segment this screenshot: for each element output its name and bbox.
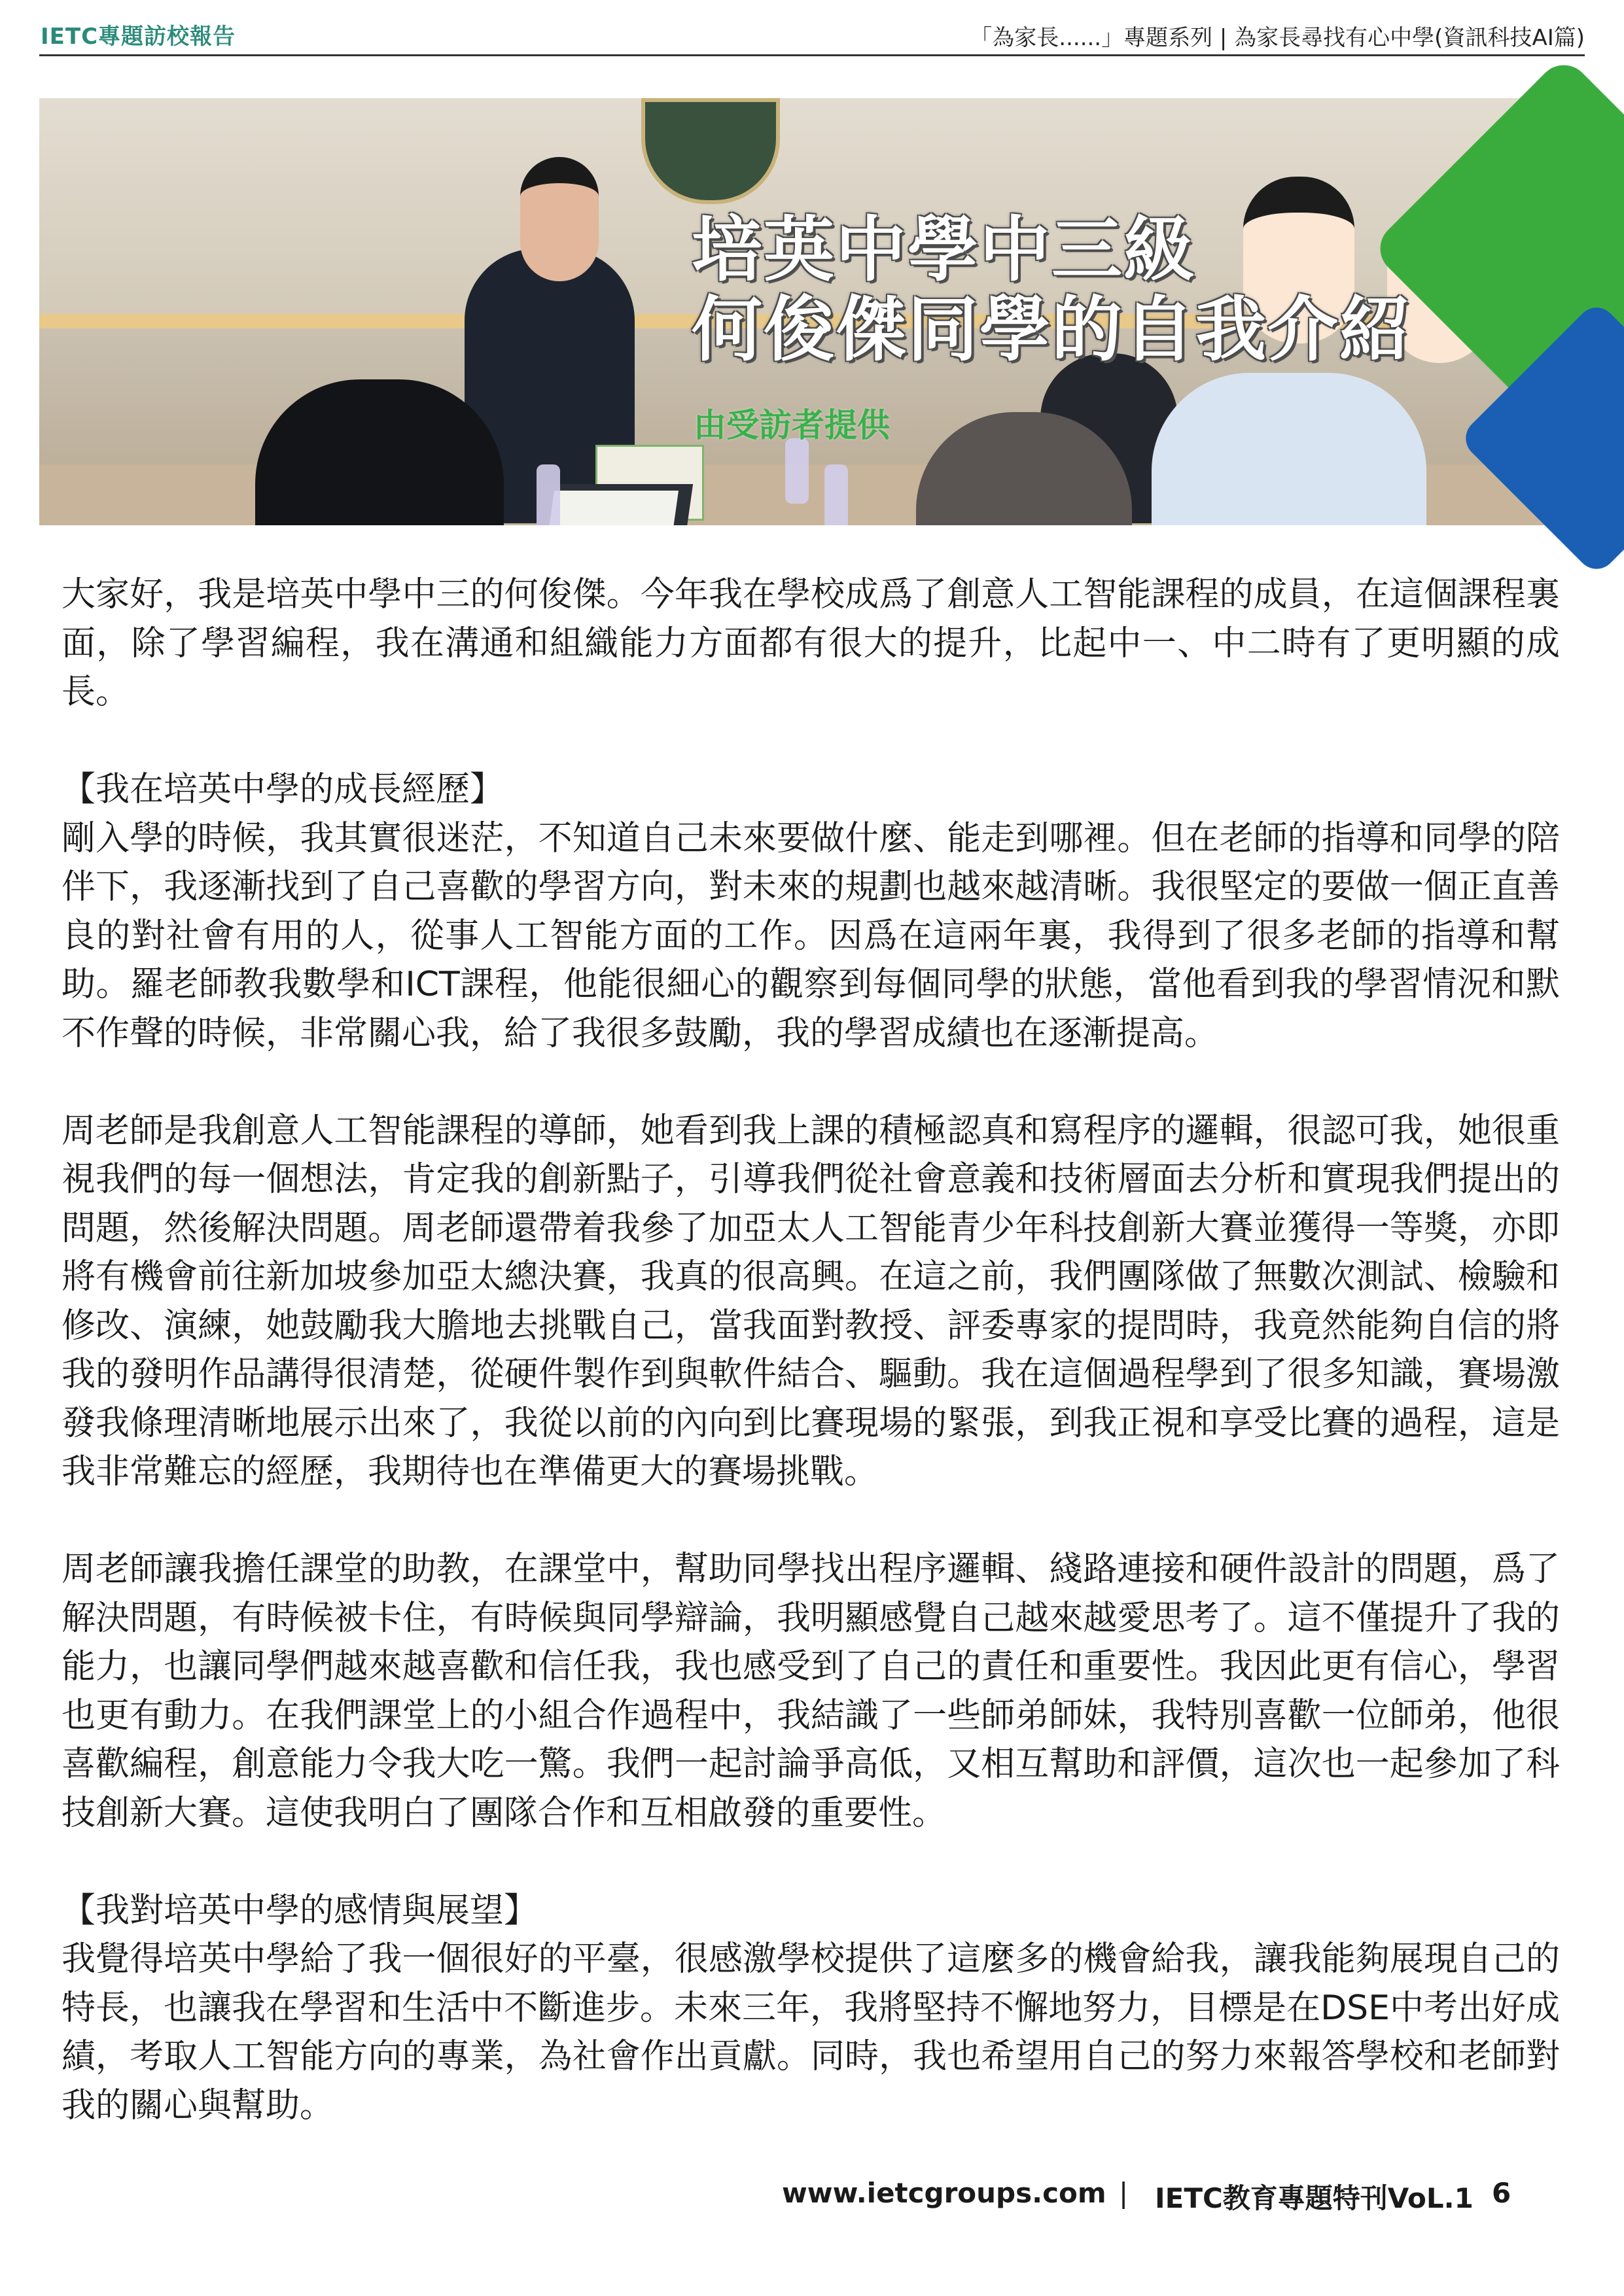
footer-separator: | [1119,2177,1129,2209]
photo-water-bottle [537,464,560,525]
intro-paragraph: 大家好，我是培英中學中三的何俊傑。今年我在學校成爲了創意人工智能課程的成員，在這個課程裏面，除了學習編程，我在溝通和組織能力方面都有很大的提升，比起中一、中二時有了更明顯的成長。 [62,575,1560,712]
photo-student-head [520,157,599,281]
section-heading-growth: 【我在培英中學的成長經歷】 [62,770,504,809]
photo-laptop-screen [545,491,679,525]
photo-credit: 由受訪者提供 [694,406,890,444]
header-publication-label: IETC專題訪校報告 [41,24,236,50]
footer-magazine-title: IETC教育專題特刊VoL.1 [1155,2182,1474,2214]
header-divider [39,54,1585,56]
outlook-paragraph: 我覺得培英中學給了我一個很好的平臺，很感激學校提供了這麼多的機會給我，讓我能夠展現自己的特長，也讓我在學習和生活中不斷進步。未來三年，我將堅持不懈地努力，目標是在DSE中考出好成績，考取人工智能方向的專業，為社會作出貢獻。同時，我也希望用自己的努力來報答學校和老師對我的關心與幫助。 [62,1939,1560,2125]
article-body [62,570,1560,2130]
photo-audience-member [1152,373,1426,525]
growth-paragraph-3: 周老師讓我擔任課堂的助教，在課堂中，幫助同學找出程序邏輯、綫路連接和硬件設計的問題，爲了解決問題，有時候被卡住，有時候與同學辯論，我明顯感覺自己越來越愛思考了。這不僅提升了我的能力，也讓同學們越來越喜歡和信任我，我也感受到了自己的責任和重要性。我因此更有信心，學習也更有動力。在我們課堂上的小組合作過程中，我結識了一些師弟師妹，我特別喜歡一位師弟，他很喜歡編程，創意能力令我大吃一驚。我們一起討論爭高低，又相互幫助和評價，這次也一起參加了科技創新大賽。這使我明白了團隊合作和互相啟發的重要性。 [62,1550,1560,1833]
growth-paragraph-1: 剛入學的時候，我其實很迷茫，不知道自己未來要做什麼、能走到哪裡。但在老師的指導和同學的陪伴下，我逐漸找到了自己喜歡的學習方向，對未來的規劃也越來越清晰。我很堅定的要做一個正直善良的對社會有用的人，從事人工智能方面的工作。因爲在這兩年裏，我得到了很多老師的指導和幫助。羅老師教我數學和ICT課程，他能很細心的觀察到每個同學的狀態，當他看到我的學習情況和默不作聲的時候，非常關心我，給了我很多鼓勵，我的學習成績也在逐漸提高。 [62,818,1560,1053]
photo-water-bottle [785,438,809,504]
hero-title-line1: 培英中學中三級 [692,209,1196,291]
header-series-label: 「為家長......」專題系列 | 為家長尋找有心中學(資訊科技AI篇) [970,25,1585,51]
hero-title [692,211,1411,370]
section-heading-outlook: 【我對培英中學的感情與展望】 [62,1890,538,1930]
footer-website-link[interactable]: www.ietcgroups.com [782,2177,1106,2209]
growth-paragraph-2: 周老師是我創意人工智能課程的導師，她看到我上課的積極認真和寫程序的邏輯，很認可我，她很重視我們的每一個想法，肯定我的創新點子，引導我們從社會意義和技術層面去分析和實現我們提出的問題，然後解決問題。周老師還帶着我參了加亞太人工智能青少年科技創新大賽並獲得一等獎，亦即將有機會前往新加坡參加亞太總決賽，我真的很高興。在這之前，我們團隊做了無數次測試、檢驗和修改、演練，她鼓勵我大膽地去挑戰自己，當我面對教授、評委專家的提問時，我竟然能夠自信的將我的發明作品講得很清楚，從硬件製作到與軟件結合、驅動。我在這個過程學到了很多知識，賽場激發我條理清晰地展示出來了，我從以前的內向到比賽現場的緊張，到我正視和享受比賽的過程，這是我非常難忘的經歷，我期待也在準備更大的賽場挑戰。 [62,1111,1560,1491]
page-number: 6 [1492,2177,1511,2209]
page-footer [0,2177,1624,2216]
photo-water-bottle [824,464,848,525]
hero-title-line2: 何俊傑同學的自我介紹 [692,289,1412,371]
